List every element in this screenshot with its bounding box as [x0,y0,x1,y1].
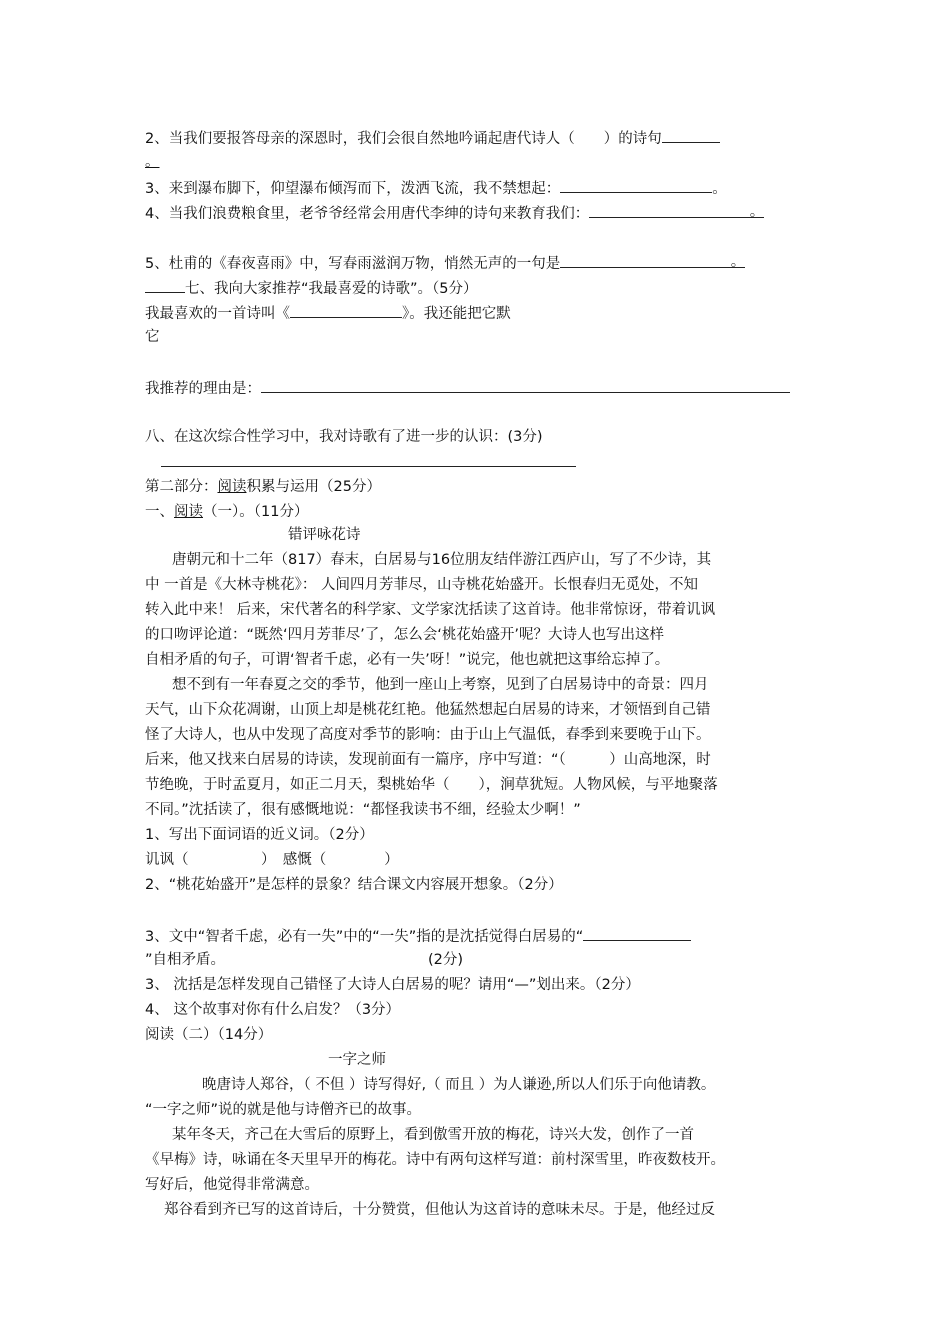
passage-1-line: 转入此中来！ 后来，宋代著名的科学家、文学家沈括读了这首诗。他非常惊讶，带着讥讽 [145,602,716,618]
passage-2-line: “一字之师”说的就是他与诗僧齐已的故事。 [145,1102,422,1118]
passage-1-line: 后来，他又找来白居易的诗读，发现前面有一篇序，序中写道：“（ ）山高地深，时 [145,752,711,768]
answer-blank[interactable] [560,177,712,193]
reading-2-heading: 阅读（二）（14分） [145,1027,273,1043]
passage-1-line: 不同。”沈括读了，很有感慨地说：“都怪我读书不细，经验太少啊！” [145,802,581,818]
reading-question-1: 1、写出下面词语的近义词。（2分） [145,827,374,843]
question-5: 5、杜甫的《春夜喜雨》中，写春雨滋润万物，悄然无声的一句是 。 [145,254,746,272]
reading-question-3: 3、文中“智者千虑，必有一失”中的“一失”指的是沈括觉得白居易的“ [145,925,691,947]
passage-2-line: 某年冬天，齐己在大雪后的原野上，看到傲雪开放的梅花，诗兴大发，创作了一首 [172,1127,694,1143]
answer-blank[interactable]: 。 [560,252,745,268]
passage-1-line: 想不到有一年春夏之交的季节，他到一座山上考察，见到了白居易诗中的奇景：四月 [172,677,709,693]
passage-1-line: 自相矛盾的句子，可谓‘智者千虑，必有一失’呀！”说完，他也就把这事给忘掉了。 [145,652,670,668]
reason-blank[interactable] [261,377,790,393]
poem-name-blank[interactable] [290,302,402,318]
passage-2-line: 写好后，他觉得非常满意。 [145,1177,319,1193]
section-7-heading: 七、我向大家推荐“我最喜爱的诗歌”。（5分） [145,277,478,299]
passage-1-line: 怪了大诗人，也从中发现了高度对季节的影响：由于山上气温低，春季到来要晚于山下。 [145,727,711,743]
passage-1-line: 节绝晚，于时孟夏月，如正二月天，梨桃始华（ ），涧草犹短。人物风候，与平地聚落 [145,777,718,793]
passage-2-title: 一字之师 [328,1052,386,1068]
passage-2-line: 晚唐诗人郑谷，（ 不但 ）诗写得好,（ 而且 ）为人谦逊,所以人们乐于向他请教。 [202,1077,716,1093]
answer-blank[interactable] [583,925,691,941]
question-3: 3、来到瀑布脚下，仰望瀑布倾泻而下，泼洒飞流，我不禁想起： 。 [145,177,727,199]
passage-2-line: 郑谷看到齐已写的这首诗后，十分赞赏，但他认为这首诗的意味未尽。于是，他经过反 [164,1202,715,1218]
question-2 [145,127,720,149]
favorite-poem-cont: 它 [145,329,160,345]
passage-2-line: 《早梅》诗，咏诵在冬天里早开的梅花。诗中有两句这样写道：前村深雪里，昨夜数枝开。 [145,1152,725,1168]
passage-1-line: 中 一首是《大林寺桃花》： 人间四月芳菲尽，山寺桃花始盛开。长恨春归无觅处，不知 [145,577,698,593]
section-8-heading: 八、在这次综合性学习中，我对诗歌有了进一步的认识：(3分) [145,429,543,445]
answer-line[interactable] [161,466,576,467]
favorite-poem-line: 我最喜欢的一首诗叫《 》。我还能把它默 [145,302,511,324]
part-2-heading: 第二部分：阅读积累与运用（25分） [145,479,381,495]
answer-blank[interactable]: 。 [589,202,764,218]
question-2-text: 2、当我们要报答母亲的深恩时，我们会很自然地吟诵起唐代诗人（ ）的诗句 [145,131,662,147]
synonym-answers[interactable]: 讥讽（ ） 感慨（ ） [145,852,399,868]
question-4: 4、当我们浪费粮食里，老爷爷经常会用唐代李绅的诗句来教育我们： 。 [145,204,765,222]
passage-1-line: 唐朝元和十二年（817）春末，白居易与16位朋友结伴游江西庐山，写了不少诗，其 [172,552,712,568]
passage-1-title: 错评咏花诗 [288,527,361,543]
reading-question-2: 2、“桃花始盛开”是怎样的景象？结合课文内容展开想象。（2分） [145,877,563,893]
answer-blank[interactable] [662,127,720,143]
reading-question-3-score: (2分) [428,952,464,968]
question-2-end: 。 [145,154,160,170]
passage-1-line: 的口吻评论道：“既然‘四月芳菲尽’了，怎么会‘桃花始盛开’呢？大诗人也写出这样 [145,627,664,643]
reading-question-5: 4、 这个故事对你有什么启发？（3分） [145,1002,401,1018]
reading-1-heading: 一、阅读（一）。（11分） [145,504,309,520]
reading-question-4: 3、 沈括是怎样发现自己错怪了大诗人白居易的呢？请用“—”划出来。（2分） [145,977,640,993]
recommend-reason: 我推荐的理由是： [145,377,790,399]
reading-question-3-cont: ”自相矛盾。 [145,952,226,968]
passage-1-line: 天气，山下众花凋谢，山顶上却是桃花红艳。他猛然想起白居易的诗来，才领悟到自己错 [145,702,711,718]
